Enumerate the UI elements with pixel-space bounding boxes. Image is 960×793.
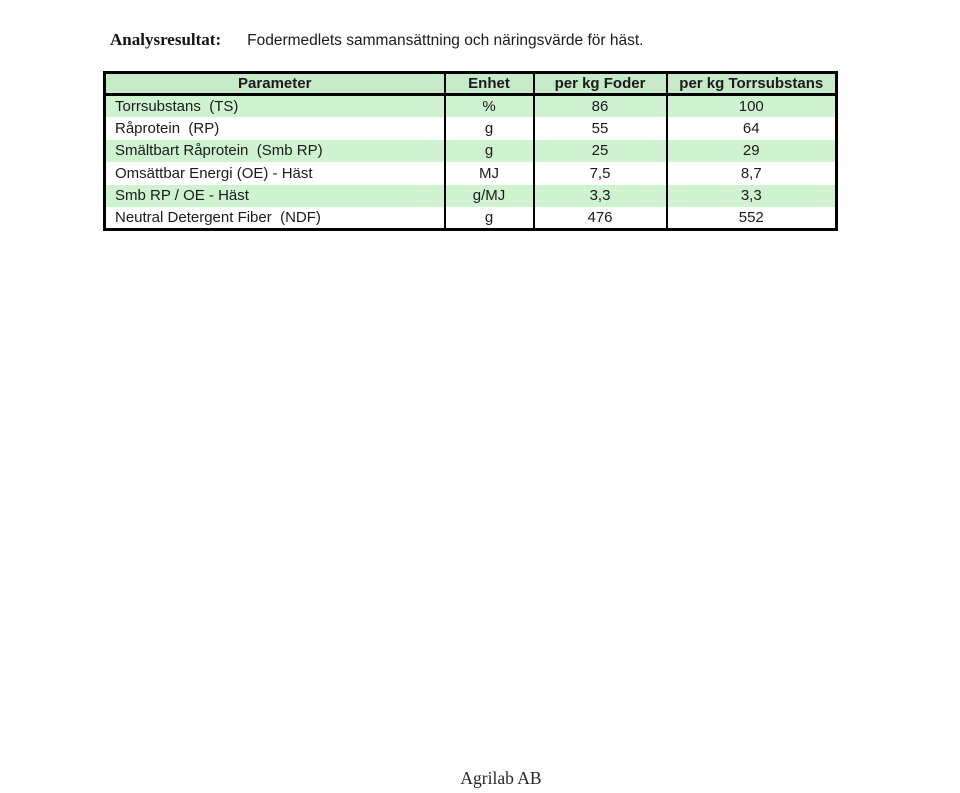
value-per-kg-ts-cell: 100 [667,95,837,118]
value-per-kg-ts-cell: 3,3 [667,185,837,208]
column-header-per-kg-foder: per kg Foder [534,73,667,95]
value-per-kg-foder-cell: 476 [534,207,667,230]
column-header-per-kg-ts: per kg Torrsubstans [667,73,837,95]
unit-cell: % [445,95,534,118]
parameter-cell: Omsättbar Energi (OE) - Häst [105,162,445,185]
footer-company-name: Agrilab AB [460,768,542,788]
analysis-table [103,71,838,231]
value-per-kg-ts-cell: 29 [667,140,837,163]
column-header-unit: Enhet [445,73,534,95]
value-per-kg-foder-cell: 55 [534,117,667,140]
value-per-kg-ts-cell: 64 [667,117,837,140]
unit-cell: g/MJ [445,185,534,208]
value-per-kg-foder-cell: 3,3 [534,185,667,208]
parameter-cell: Neutral Detergent Fiber (NDF) [105,207,445,230]
parameter-cell: Torrsubstans (TS) [105,95,445,118]
title-description: Fodermedlets sammansättning och näringsvärde för häst. [247,32,644,49]
table-row [105,117,837,140]
unit-cell: g [445,140,534,163]
table-row [105,95,837,118]
table-row [105,207,837,230]
table-row [105,185,837,208]
unit-cell: MJ [445,162,534,185]
table-header-row [105,73,837,95]
table-row [105,140,837,163]
parameter-cell: Smb RP / OE - Häst [105,185,445,208]
unit-cell: g [445,207,534,230]
column-header-parameter: Parameter [105,73,445,95]
unit-cell: g [445,117,534,140]
title-label: Analysresultat: [110,30,222,49]
value-per-kg-ts-cell: 552 [667,207,837,230]
title-line [110,30,643,50]
table-row [105,162,837,185]
value-per-kg-ts-cell: 8,7 [667,162,837,185]
parameter-cell: Råprotein (RP) [105,117,445,140]
value-per-kg-foder-cell: 25 [534,140,667,163]
value-per-kg-foder-cell: 86 [534,95,667,118]
parameter-cell: Smältbart Råprotein (Smb RP) [105,140,445,163]
value-per-kg-foder-cell: 7,5 [534,162,667,185]
